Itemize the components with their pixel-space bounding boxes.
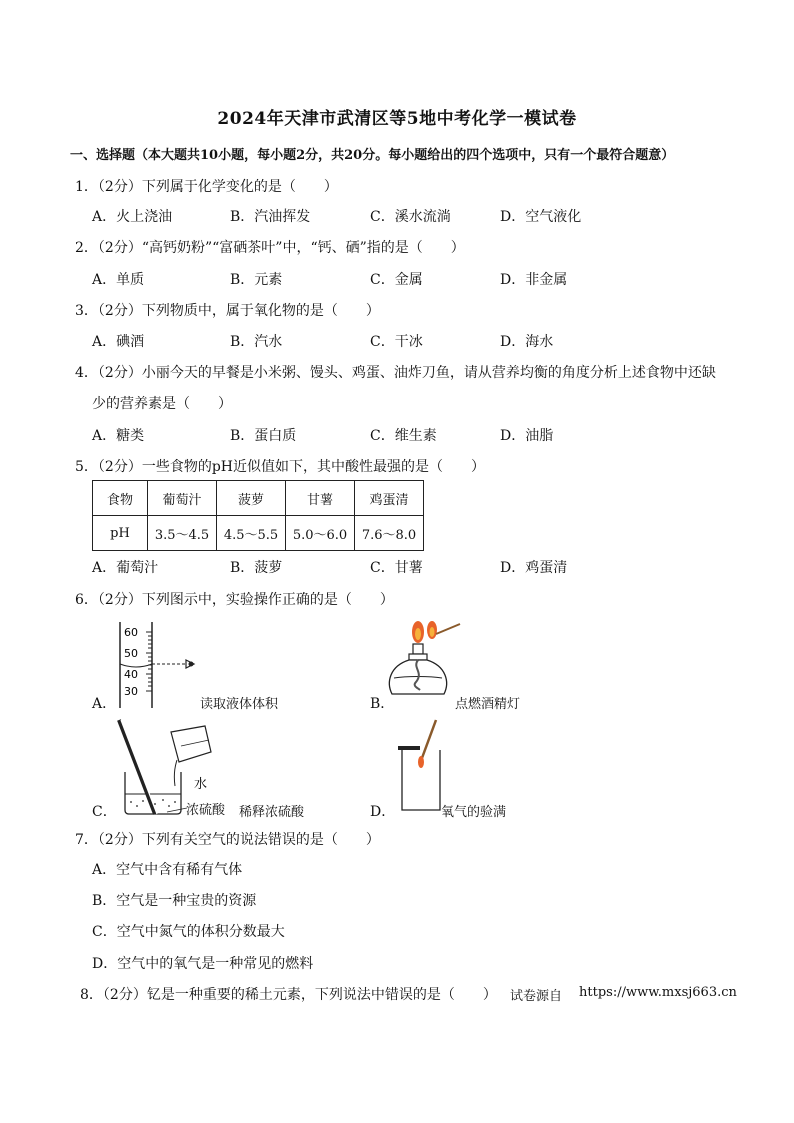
- lamp-cap: [413, 644, 423, 654]
- q4-option-d: D．油脂: [500, 428, 554, 444]
- question-stem: （2分）钇是一种重要的稀土元素，下列说法中错误的是（ ）: [102, 987, 497, 1003]
- q7-option-b: B．空气是一种宝贵的资源: [92, 893, 257, 909]
- question-stem: （2分）一些食物的pH近似值如下，其中酸性最强的是（ ）: [97, 459, 485, 475]
- question-number: 5．: [75, 459, 98, 475]
- q1-option-a: A．火上浇油: [92, 209, 173, 225]
- question-5: [75, 456, 485, 476]
- q2-option-a: A．单质: [92, 272, 145, 288]
- question-number: 4．: [75, 365, 98, 381]
- question-number: 7．: [75, 832, 98, 848]
- eye-pupil: [189, 662, 194, 667]
- tick-label: 60: [124, 626, 138, 639]
- q4-option-a: A．糖类: [92, 428, 145, 444]
- gas-bottle-figure: [396, 718, 446, 814]
- q7-option-a: A．空气中含有稀有气体: [92, 862, 243, 878]
- table-cell: 食物: [93, 481, 148, 516]
- question-4: [75, 362, 716, 382]
- q6-option-c-letter: C．: [92, 804, 117, 820]
- table-cell: 葡萄汁: [148, 481, 217, 516]
- water-label: 水: [194, 777, 208, 792]
- table-cell: 3.5～4.5: [148, 516, 217, 551]
- ph-table: [92, 480, 424, 551]
- question-1: [75, 176, 338, 196]
- q3-option-a: A．碘酒: [92, 334, 145, 350]
- q7-option-d: D．空气中的氧气是一种常见的燃料: [92, 956, 314, 972]
- q1-option-c: C．溪水流淌: [370, 209, 451, 225]
- q6-option-a-letter: A．: [92, 696, 117, 712]
- wooden-splint: [422, 720, 436, 758]
- question-number: 8．: [80, 987, 103, 1003]
- glass-plate: [398, 746, 420, 750]
- table-header-row: [93, 481, 424, 516]
- q6-option-d-letter: D．: [370, 804, 396, 820]
- question-number: 3．: [75, 303, 98, 319]
- q4-option-b: B．蛋白质: [230, 428, 297, 444]
- match-stick: [436, 624, 460, 634]
- q6-c-acid-label: 浓硫酸: [186, 803, 226, 818]
- splint-ember: [418, 756, 424, 768]
- question-8: [80, 984, 497, 1004]
- question-number: 6．: [75, 592, 98, 608]
- cylinder-tick-marks: [146, 632, 152, 691]
- question-stem: （2分）下列图示中，实验操作正确的是（ ）: [97, 592, 394, 608]
- q6-option-b-letter: B．: [370, 696, 395, 712]
- q2-option-d: D．非金属: [500, 272, 568, 288]
- tick-label: 30: [124, 685, 138, 698]
- q7-option-c: C．空气中氮气的体积分数最大: [92, 924, 285, 940]
- question-6: [75, 589, 394, 609]
- q3-option-d: D．海水: [500, 334, 554, 350]
- question-7: [75, 829, 380, 849]
- question-2: [75, 237, 465, 257]
- liquid-meniscus: [120, 664, 152, 667]
- question-stem: （2分）下列属于化学变化的是（ ）: [97, 179, 338, 195]
- tick-label: 50: [124, 647, 138, 660]
- q5-option-c: C．甘薯: [370, 560, 423, 576]
- q1-option-d: D．空气液化: [500, 209, 582, 225]
- alcohol-lamp-figure: [382, 616, 462, 708]
- table-cell: 甘薯: [286, 481, 355, 516]
- q3-option-c: C．干冰: [370, 334, 423, 350]
- q3-option-b: B．汽水: [230, 334, 283, 350]
- q2-option-c: C．金属: [370, 272, 423, 288]
- q6-d-caption: 氧气的验满: [441, 805, 507, 820]
- question-number: 1．: [75, 179, 98, 195]
- table-cell: 5.0～6.0: [286, 516, 355, 551]
- q6-b-caption: 点燃酒精灯: [455, 697, 521, 712]
- table-cell: 菠萝: [217, 481, 286, 516]
- section-heading: 一、选择题（本大题共10小题，每小题2分，共20分。每小题给出的四个选项中，只有一个最符合题意）: [70, 148, 675, 163]
- leader-line: [167, 808, 187, 812]
- table-cell: 4.5～5.5: [217, 516, 286, 551]
- pour-stream: [174, 760, 177, 786]
- source-label: 试卷源自: [510, 989, 563, 1004]
- question-3: [75, 300, 380, 320]
- question-4-continued: 少的营养素是（ ）: [92, 396, 232, 412]
- question-stem: （2分）“高钙奶粉”“富硒茶叶”中，“钙、硒”指的是（ ）: [97, 240, 465, 256]
- graduated-cylinder-figure: [112, 620, 212, 710]
- q4-option-c: C．维生素: [370, 428, 437, 444]
- table-row: [93, 516, 424, 551]
- q1-option-b: B．汽油挥发: [230, 209, 311, 225]
- table-cell: 7.6～8.0: [355, 516, 424, 551]
- q5-option-d: D．鸡蛋清: [500, 560, 568, 576]
- q6-c-caption: 稀释浓硫酸: [239, 805, 305, 820]
- q5-option-a: A．葡萄汁: [92, 560, 159, 576]
- tick-label: 40: [124, 668, 138, 681]
- question-number: 2．: [75, 240, 98, 256]
- question-stem: （2分）下列有关空气的说法错误的是（ ）: [97, 832, 380, 848]
- q5-option-b: B．菠萝: [230, 560, 283, 576]
- source-url-link[interactable]: https://www.mxsj663.cn: [579, 985, 737, 1000]
- question-stem: （2分）下列物质中，属于氧化物的是（ ）: [97, 303, 380, 319]
- table-cell: 鸡蛋清: [355, 481, 424, 516]
- lamp-neck: [409, 654, 427, 660]
- table-cell: pH: [93, 516, 148, 551]
- q2-option-b: B．元素: [230, 272, 283, 288]
- q6-a-caption: 读取液体体积: [200, 697, 279, 712]
- question-stem: （2分）小丽今天的早餐是小米粥、馒头、鸡蛋、油炸刀鱼，请从营养均衡的角度分析上述食物中还缺: [97, 365, 716, 381]
- page-title: 2024年天津市武清区等5地中考化学一模试卷: [217, 109, 577, 129]
